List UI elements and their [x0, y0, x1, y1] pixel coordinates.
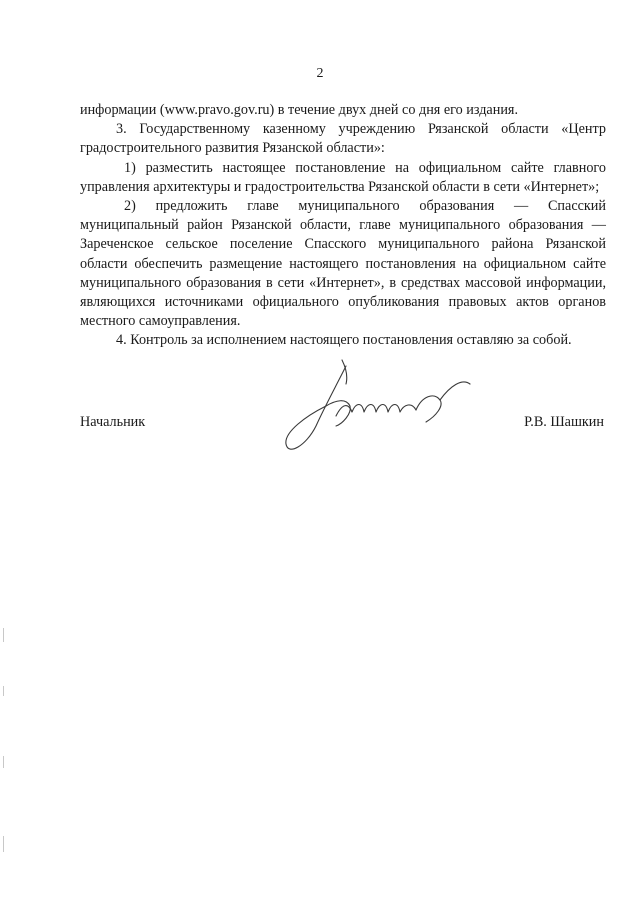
- paragraph-continuation: информации (www.pravo.gov.ru) в течение двух дней со дня его издания.: [80, 102, 518, 118]
- scan-edge-mark: [3, 836, 4, 852]
- paragraph-3: 3. Государственному казенному учреждению Рязанской области «Центр градостроительного развития Рязанской области»:: [80, 121, 606, 157]
- scan-edge-mark: [3, 628, 4, 642]
- paragraph-3-2: 2) предложить главе муниципального образования — Спасский муниципальный район Рязанской области, главе муниципального образования — Зареченское сельское поселение Спасского муниципального района Рязанской области обеспечить размещение настоящего постановления на официальном сайте муниципального образования в сети «Интернет», в средствах массовой информации, являющихся источниками официального опубликования правовых актов органов местного самоуправления.: [80, 198, 606, 330]
- paragraph-4: 4. Контроль за исполнением настоящего постановления оставляю за собой.: [116, 332, 572, 349]
- handwritten-signature-icon: [276, 356, 476, 466]
- signatory-name: Р.В. Шашкин: [524, 414, 604, 430]
- document-body: [80, 101, 606, 351]
- page-number: 2: [316, 66, 324, 81]
- scan-edge-mark: [3, 756, 4, 768]
- paragraph-3-1: 1) разместить настоящее постановление на официальном сайте главного управления архитектуры и градостроительства Рязанской области в сети «Интернет»;: [80, 159, 606, 195]
- scan-edge-mark: [3, 686, 4, 696]
- signatory-title: Начальник: [80, 414, 146, 430]
